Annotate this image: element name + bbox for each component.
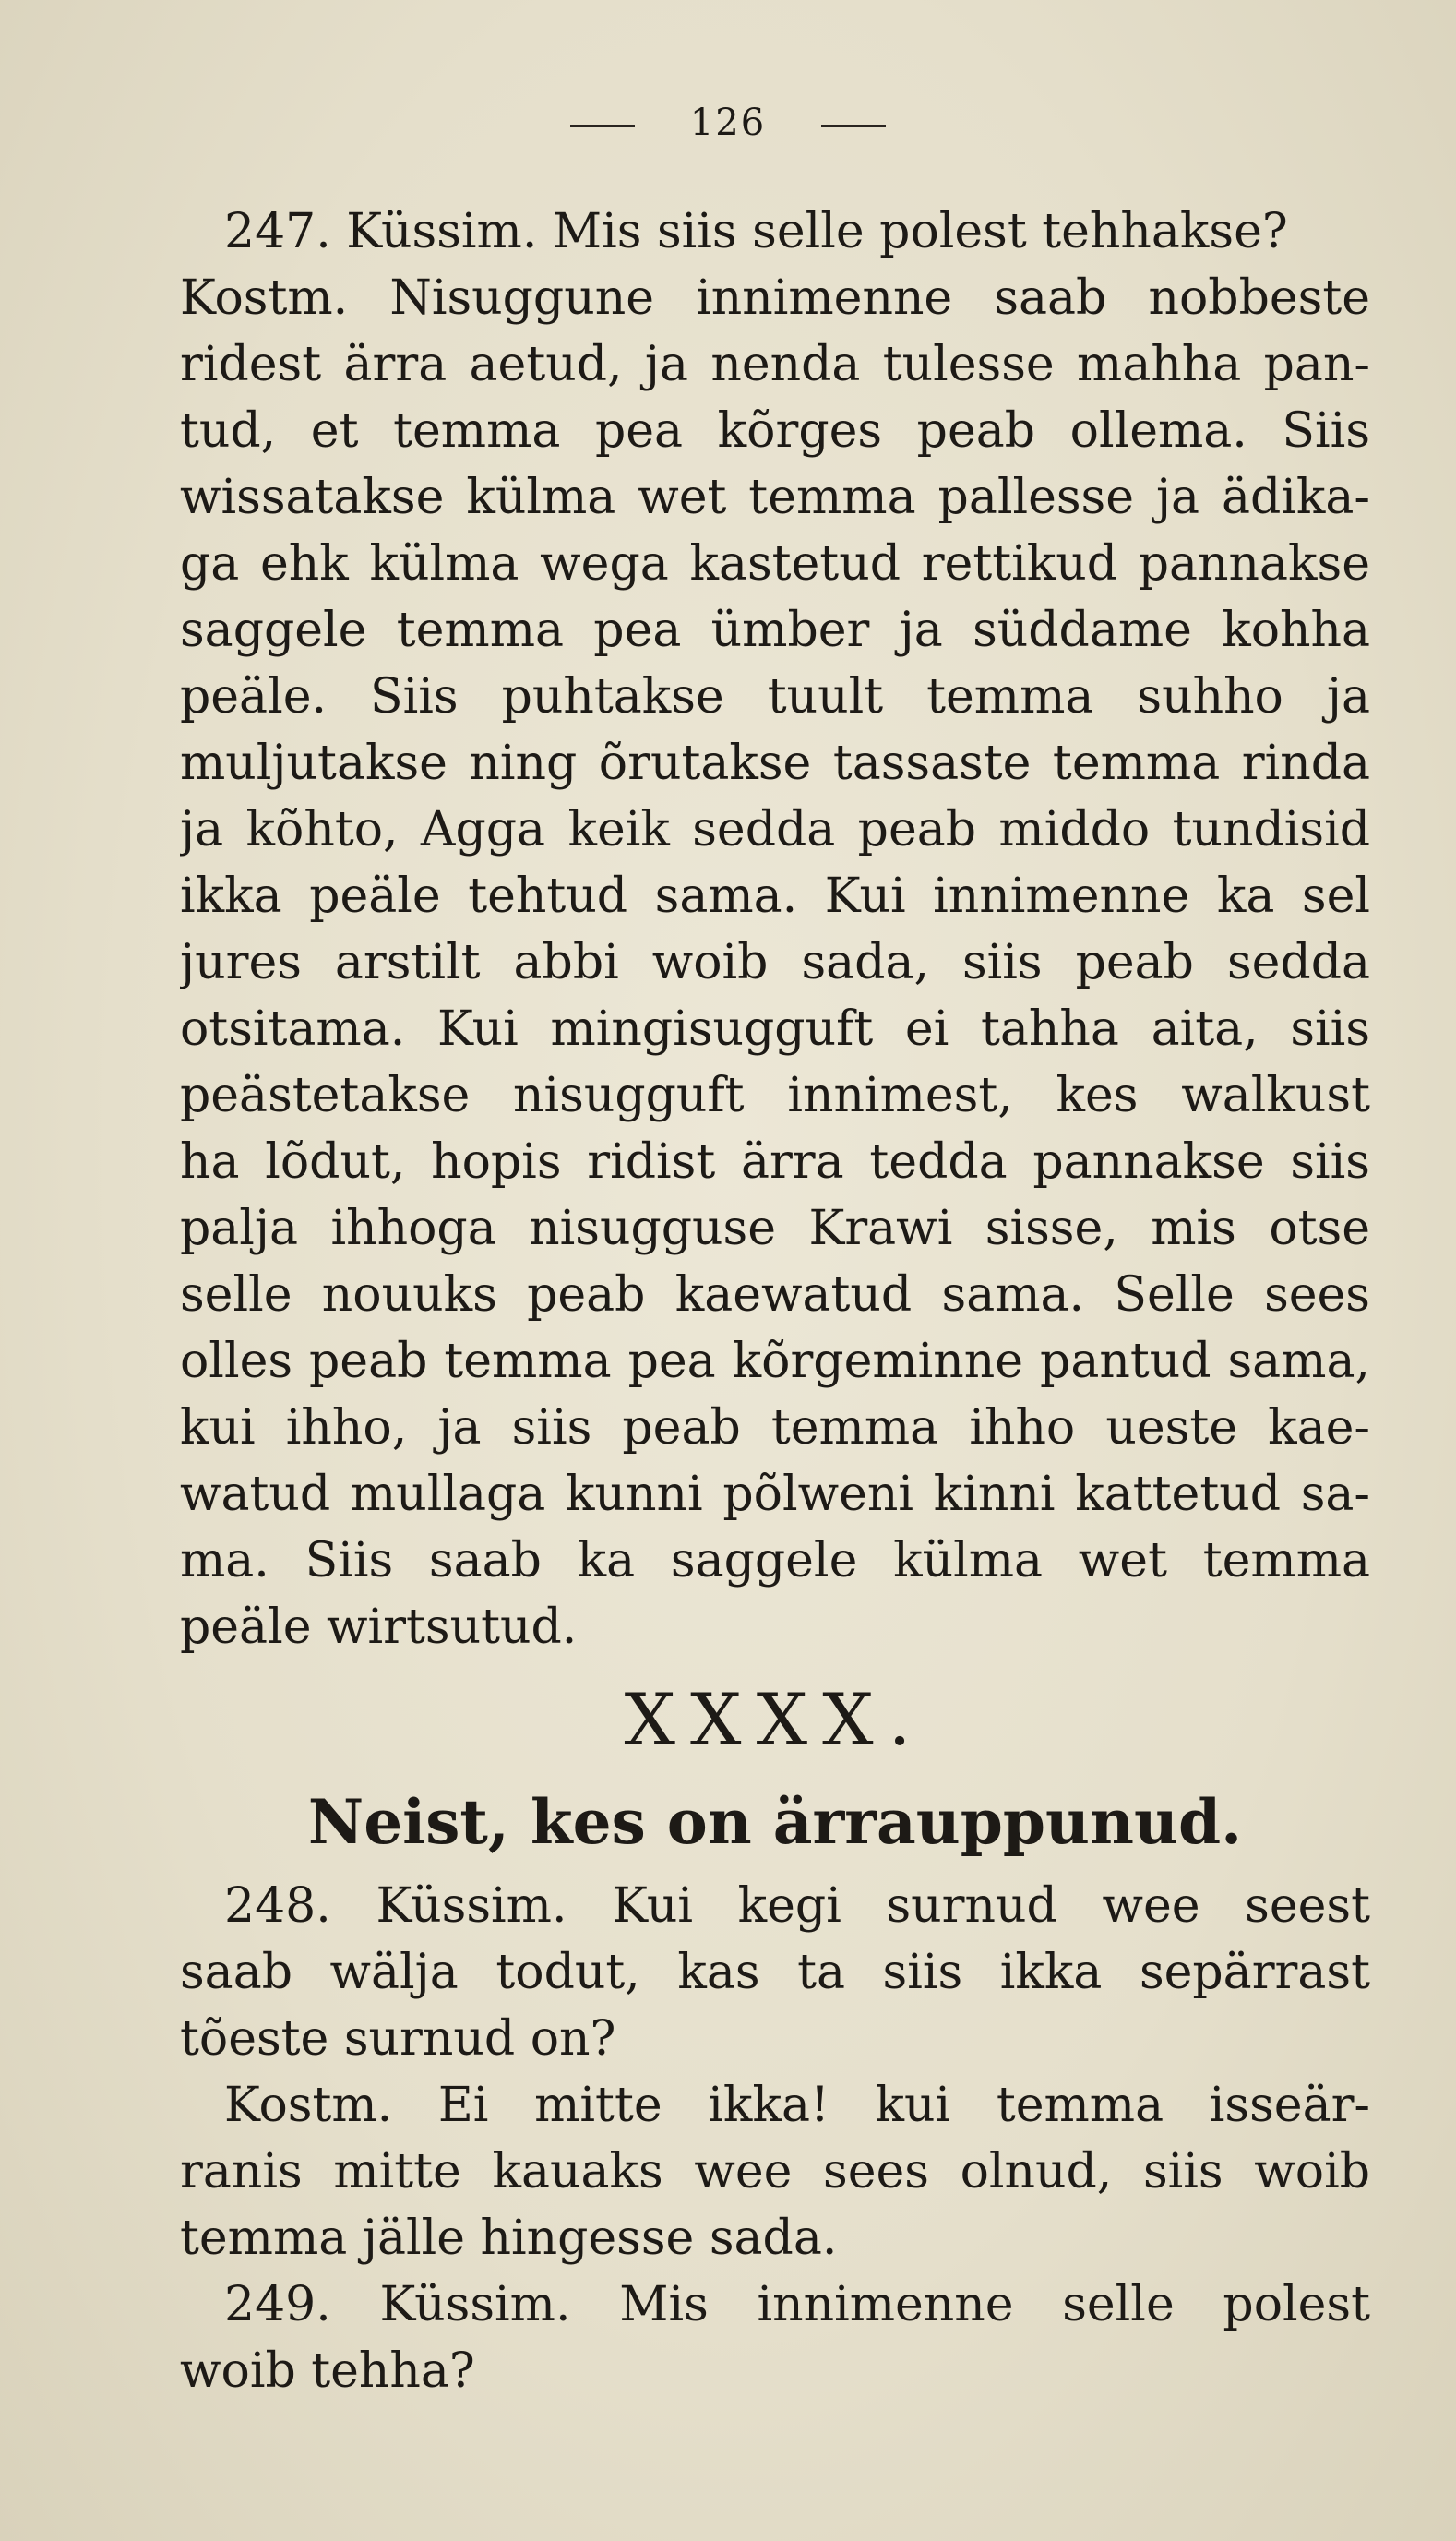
text-line: saab wälja todut, kas ta siis ikka sepärrast <box>180 1945 1370 2000</box>
text-line: woib tehha? <box>180 2343 475 2399</box>
text-line: ranis mitte kauaks wee sees olnud, siis woib <box>180 2144 1370 2199</box>
text-line: 248. Küssim. Kui kegi surnud wee seest <box>224 1878 1370 1934</box>
section-heading: XXXX. <box>624 1679 926 1762</box>
text-line: tud, et temma pea kõrges peab ollema. Siis <box>180 403 1370 459</box>
text-line: palja ihhoga nisugguse Krawi sisse, mis otse <box>180 1201 1370 1256</box>
text-line: kui ihho, ja siis peab temma ihho ueste kae- <box>180 1400 1370 1456</box>
text-line: otsitama. Kui mingisugguft ei tahha aita, siis <box>180 1001 1370 1057</box>
text-line: Kostm. Nisuggune innimenne saab nobbeste <box>180 270 1370 326</box>
text-line: Kostm. Ei mitte ikka! kui temma isseär- <box>224 2078 1370 2133</box>
header-rule-left <box>570 125 635 127</box>
text-line: selle nouuks peab kaewatud sama. Selle sees <box>180 1267 1370 1323</box>
text-line: 247. Küssim. Mis siis selle polest tehhakse? <box>224 204 1288 259</box>
text-line: peästetakse nisugguft innimest, kes walkust <box>180 1068 1370 1123</box>
text-line: tõeste surnud on? <box>180 2011 616 2067</box>
text-line: ha lõdut, hopis ridist ärra tedda pannakse siis <box>180 1134 1370 1190</box>
header-rule-right <box>821 125 886 127</box>
section-subheading: Neist, kes on ärrauppunud. <box>307 1786 1243 1858</box>
text-line: jures arstilt abbi woib sada, siis peab sedda <box>180 935 1370 990</box>
text-line: saggele temma pea ümber ja süddame kohha <box>180 603 1370 658</box>
page-header <box>0 102 1456 144</box>
page-number: 126 <box>689 102 767 144</box>
text-line: muljutakse ning õrutakse tassaste temma rinda <box>180 736 1370 791</box>
page-body <box>180 198 1370 2404</box>
text-line: watud mullaga kunni põlweni kinni kattetud sa- <box>180 1467 1370 1522</box>
text-line: ikka peäle tehtud sama. Kui innimenne ka sel <box>180 869 1370 924</box>
text-line: peäle. Siis puhtakse tuult temma suhho ja <box>180 669 1370 725</box>
text-line: ma. Siis saab ka saggele külma wet temma <box>180 1533 1370 1588</box>
text-line: peäle wirtsutud. <box>180 1600 578 1655</box>
text-line: temma jälle hingesse sada. <box>180 2211 838 2266</box>
text-line: wissatakse külma wet temma pallesse ja ädika- <box>180 470 1370 525</box>
text-line: olles peab temma pea kõrgeminne pantud sama, <box>180 1334 1370 1389</box>
text-line: ja kõhto, Agga keik sedda peab middo tundisid <box>180 802 1370 857</box>
text-line: ga ehk külma wega kastetud rettikud pannakse <box>180 536 1370 592</box>
text-line: 249. Küssim. Mis innimenne selle polest <box>224 2277 1370 2332</box>
text-line: ridest ärra aetud, ja nenda tulesse mahha pan- <box>180 337 1370 392</box>
